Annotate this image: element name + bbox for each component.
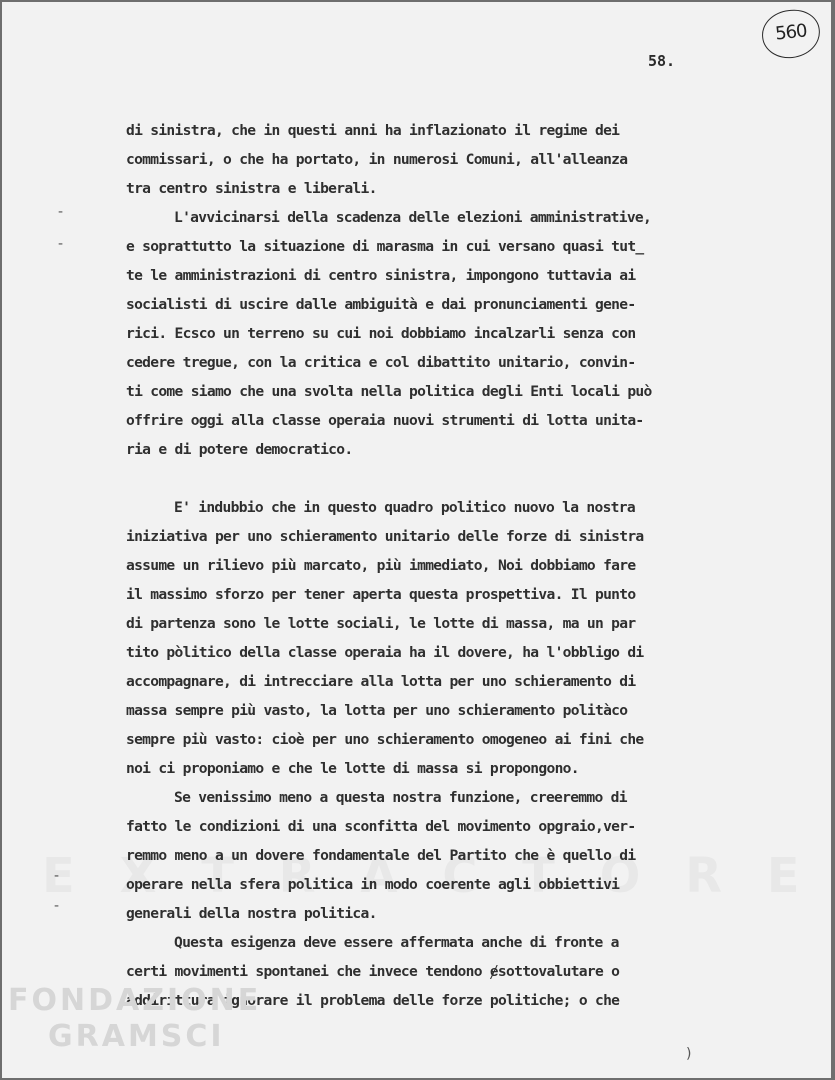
text-line: fatto le condizioni di una sconfitta del movimento opgraio,ver- (126, 818, 636, 835)
archive-stamp (760, 7, 823, 61)
margin-tick-mark: - (54, 868, 60, 884)
text-line: e soprattutto la situazione di marasma in cui versano quasi tut_ (126, 238, 644, 255)
watermark-line-1: FONDAZIONE (8, 983, 262, 1018)
text-line: E' indubbio che in questo quadro politico nuovo la nostra (174, 499, 635, 516)
text-line: rici. Ecsco un terreno su cui noi dobbiamo incalzarli senza con (126, 325, 636, 342)
margin-tick-mark: - (54, 898, 60, 914)
pen-stroke-mark: ) (686, 1046, 692, 1062)
text-line: iniziativa per uno schieramento unitario delle forze di sinistra (126, 528, 644, 545)
text-line: operare nella sfera politica in modo coerente agli obbiettivi (126, 876, 620, 893)
text-line: sempre più vasto: cioè per uno schieramento omogeneo ai fini che (126, 731, 644, 748)
text-line: remmo meno a un dovere fondamentale del Partito che è quello di (126, 847, 636, 864)
document-page (2, 2, 831, 1078)
text-line: massa sempre più vasto, la lotta per uno schieramento politàco (126, 702, 628, 719)
archive-watermark (8, 983, 262, 1054)
text-line: di sinistra, che in questi anni ha inflazionato il regime dei (126, 122, 620, 139)
text-line: generali della nostra politica. (126, 905, 377, 922)
text-line: ria e di potere democratico. (126, 441, 353, 458)
text-line: accompagnare, di intrecciare alla lotta per uno schieramento di (126, 673, 636, 690)
watermark-line-2: GRAMSCI (48, 1019, 225, 1054)
text-line: cedere tregue, con la critica e col dibattito unitario, convin- (126, 354, 636, 371)
text-line: commissari, o che ha portato, in numerosi Comuni, all'alleanza (126, 151, 628, 168)
margin-tick-mark: - (58, 204, 64, 220)
text-line: certi movimenti spontanei che invece tendono ɇsottovalutare o (126, 963, 620, 980)
archive-stamp-number: 560 (774, 20, 808, 45)
text-line: assume un rilievo più marcato, più immediato, Noi dobbiamo fare (126, 557, 636, 574)
text-line: Questa esigenza deve essere affermata anche di fronte a (174, 934, 619, 951)
page-number: 58. (648, 52, 676, 70)
text-line: ti come siamo che una svolta nella politica degli Enti locali può (126, 383, 652, 400)
text-line: te le amministrazioni di centro sinistra, impongono tuttavia ai (126, 267, 636, 284)
text-line: di partenza sono le lotte sociali, le lotte di massa, ma un par (126, 615, 636, 632)
text-line: noi ci proponiamo e che le lotte di massa si propongono. (126, 760, 579, 777)
text-line: offrire oggi alla classe operaia nuovi strumenti di lotta unita- (126, 412, 644, 429)
text-line: tito pòlitico della classe operaia ha il dovere, ha l'obbligo di (126, 644, 644, 661)
text-line: Se venissimo meno a questa nostra funzione, creeremmo di (174, 789, 627, 806)
text-line: tra centro sinistra e liberali. (126, 180, 377, 197)
text-line: L'avvicinarsi della scadenza delle elezioni amministrative, (174, 209, 652, 226)
body-text (126, 116, 776, 1015)
text-line: il massimo sforzo per tener aperta questa prospettiva. Il punto (126, 586, 636, 603)
margin-tick-mark: - (58, 236, 64, 252)
text-line: addirittura ignorare il problema delle forze politiche; o che (126, 992, 620, 1009)
text-line: socialisti di uscire dalle ambiguità e dai pronunciamenti gene- (126, 296, 636, 313)
